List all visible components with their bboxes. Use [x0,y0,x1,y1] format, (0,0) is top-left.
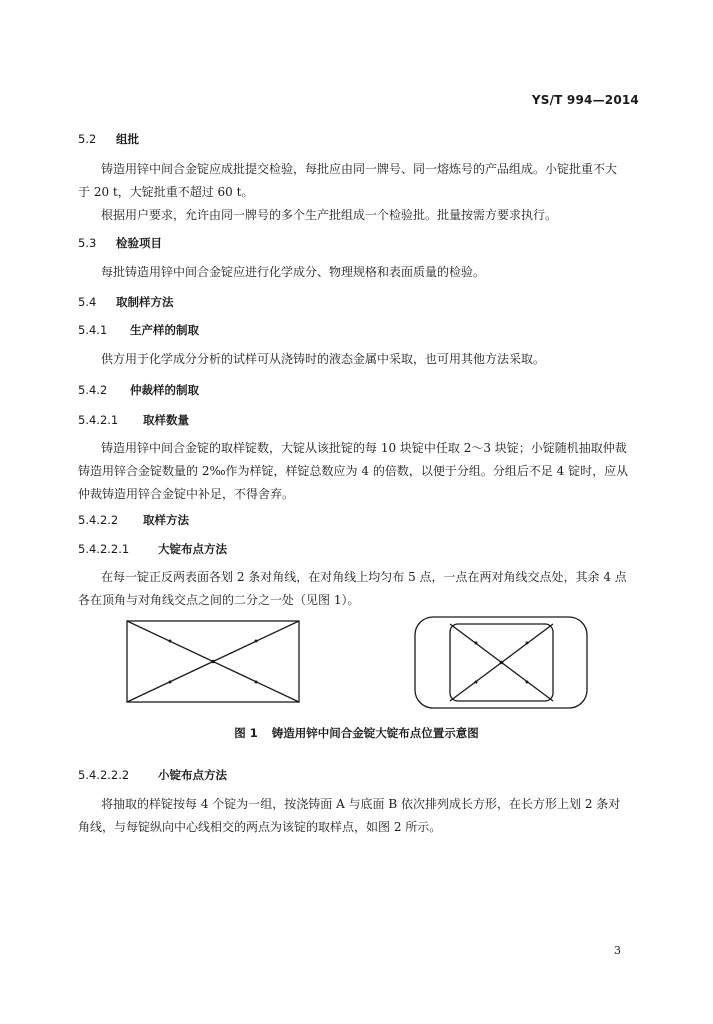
section-number: 5.3 [78,236,97,250]
section-heading-5-4-2-2-2 [78,767,227,783]
section-heading-5-4 [78,294,174,310]
section-number: 5.4.2.1 [78,413,119,427]
sampling-point [211,660,215,664]
paragraph-line: 铸造用锌中间合金锭的取样锭数，大锭从该批锭的每 10 块锭中任取 2～3 块锭；小锭随机抽取仲裁 [101,441,627,455]
paragraph-line: 铸造用锌中间合金锭应成批提交检验，每批应由同一牌号、同一熔炼号的产品组成。小锭批重不大 [101,162,618,176]
section-number: 5.4.2.2.1 [78,542,130,556]
section-title: 组批 [116,132,139,146]
paragraph-line: 角线，与每锭纵向中心线相交的两点为该锭的取样点，如图 2 所示。 [78,820,442,834]
paragraph-line: 各在顶角与对角线交点之间的二分之一处（见图 1）。 [78,593,360,607]
sampling-point [475,642,478,645]
section-title: 大锭布点方法 [158,542,227,556]
sampling-point [255,640,258,643]
section-title: 取制样方法 [116,295,174,309]
paragraph-5-4-2-2-1 [78,566,638,612]
figure-1 [0,613,713,713]
paragraph-line: 于 20 t，大锭批重不超过 60 t。 [78,185,254,199]
paragraph-line: 铸造用锌合金锭数量的 2‰作为样锭，样锭总数应为 4 的倍数，以便于分组。分组后不足 4 锭时，应从 [78,464,629,478]
section-title: 生产样的制取 [130,323,199,337]
figure-1-diagram [0,613,713,713]
section-number: 5.4.2.2 [78,513,119,527]
section-title: 仲裁样的制取 [130,383,199,397]
sampling-point [475,681,478,684]
sampling-point [169,681,172,684]
section-number: 5.4 [78,295,97,309]
paragraph-line: 每批铸造用锌中间合金锭应进行化学成分、物理规格和表面质量的检验。 [101,265,486,279]
section-heading-5-4-2-2 [78,512,189,528]
paragraph-line: 根据用户要求，允许由同一牌号的多个生产批组成一个检验批。批量按需方要求执行。 [101,208,558,222]
sampling-point [255,681,258,684]
sampling-point [169,640,172,643]
section-title: 取样数量 [143,413,189,427]
paragraph-5-2 [78,158,638,227]
sampling-point [526,681,529,684]
sampling-point [500,661,504,665]
section-heading-5-3 [78,235,162,251]
paragraph-5-3 [78,261,638,284]
paragraph-5-4-1 [78,348,638,371]
section-number: 5.4.2.2.2 [78,768,130,782]
sampling-point [526,642,529,645]
paragraph-line: 供方用于化学成分分析的试样可从浇铸时的液态金属中采取，也可用其他方法采取。 [101,352,546,366]
section-heading-5-4-2-1 [78,412,189,428]
figure-caption-text: 铸造用锌中间合金锭大锭布点位置示意图 [271,726,479,740]
section-number: 5.4.1 [78,323,108,337]
standard-id: YS/T 994—2014 [531,93,639,107]
figure-1-caption [0,725,713,741]
section-heading-5-2 [78,131,139,147]
figure-number: 图 1 [234,726,258,740]
page-number: 3 [614,944,621,957]
section-heading-5-4-2-2-1 [78,541,227,557]
section-heading-5-4-2 [78,382,199,398]
section-heading-5-4-1 [78,322,199,338]
paragraph-5-4-2-2-2 [78,793,638,839]
paragraph-line: 在每一锭正反两表面各划 2 条对角线，在对角线上均匀布 5 点，一点在两对角线交点处，其余 4 点 [101,570,627,584]
section-title: 取样方法 [143,513,189,527]
paragraph-5-4-2-1 [78,437,638,506]
section-title: 检验项目 [116,236,162,250]
paragraph-line: 仲裁铸造用锌合金锭中补足，不得舍弃。 [78,487,295,501]
section-title: 小锭布点方法 [158,768,227,782]
section-number: 5.2 [78,132,97,146]
paragraph-line: 将抽取的样锭按每 4 个锭为一组，按浇铸面 A 与底面 B 依次排列成长方形，在长方形上划 2 条对 [101,797,621,811]
section-number: 5.4.2 [78,383,108,397]
